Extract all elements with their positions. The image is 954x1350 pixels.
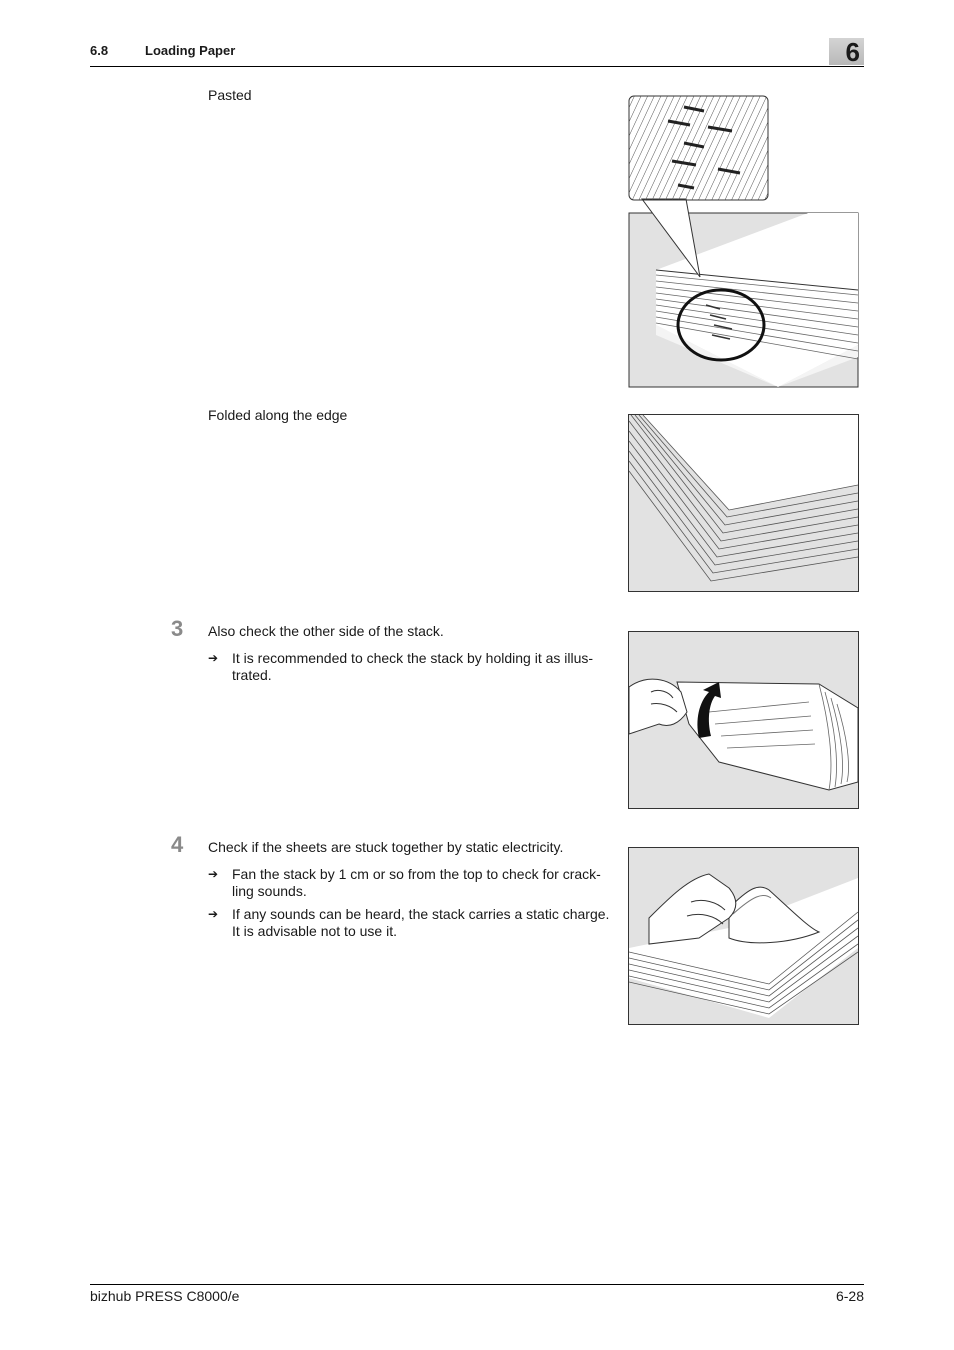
page-footer — [90, 1284, 864, 1304]
bullet-text: Fan the stack by 1 cm or so from the top to check for crack-ling sounds. — [232, 866, 601, 899]
step-4-bullet-2 — [208, 906, 614, 940]
pasted-illustration — [628, 95, 860, 389]
bullet-text: If any sounds can be heard, the stack carries a static charge. It is advisable not to use it. — [232, 906, 610, 939]
step-4-bullet-1 — [208, 866, 614, 900]
arrow-icon: ➔ — [208, 651, 219, 665]
fan-stack-illustration — [628, 847, 859, 1025]
page-header — [90, 40, 864, 67]
arrow-icon: ➔ — [208, 907, 219, 921]
step-3-text: Also check the other side of the stack. — [208, 623, 444, 639]
arrow-icon: ➔ — [208, 867, 219, 881]
pasted-label: Pasted — [208, 87, 252, 103]
folded-label: Folded along the edge — [208, 407, 348, 423]
folded-edge-illustration — [628, 414, 859, 592]
bullet-text: It is recommended to check the stack by holding it as illus-trated. — [232, 650, 594, 683]
chapter-badge: 6 — [829, 38, 864, 65]
step-4-number: 4 — [171, 832, 184, 857]
section-number: 6.8 — [90, 43, 109, 58]
page-number: 6-28 — [835, 1288, 864, 1304]
step-3-bullet — [208, 650, 614, 684]
step-4-text: Check if the sheets are stuck together by static electricity. — [208, 839, 564, 855]
check-other-side-illustration — [628, 631, 859, 809]
step-3-number: 3 — [171, 616, 184, 641]
section-title: Loading Paper — [145, 43, 236, 58]
product-name: bizhub PRESS C8000/e — [90, 1288, 240, 1304]
